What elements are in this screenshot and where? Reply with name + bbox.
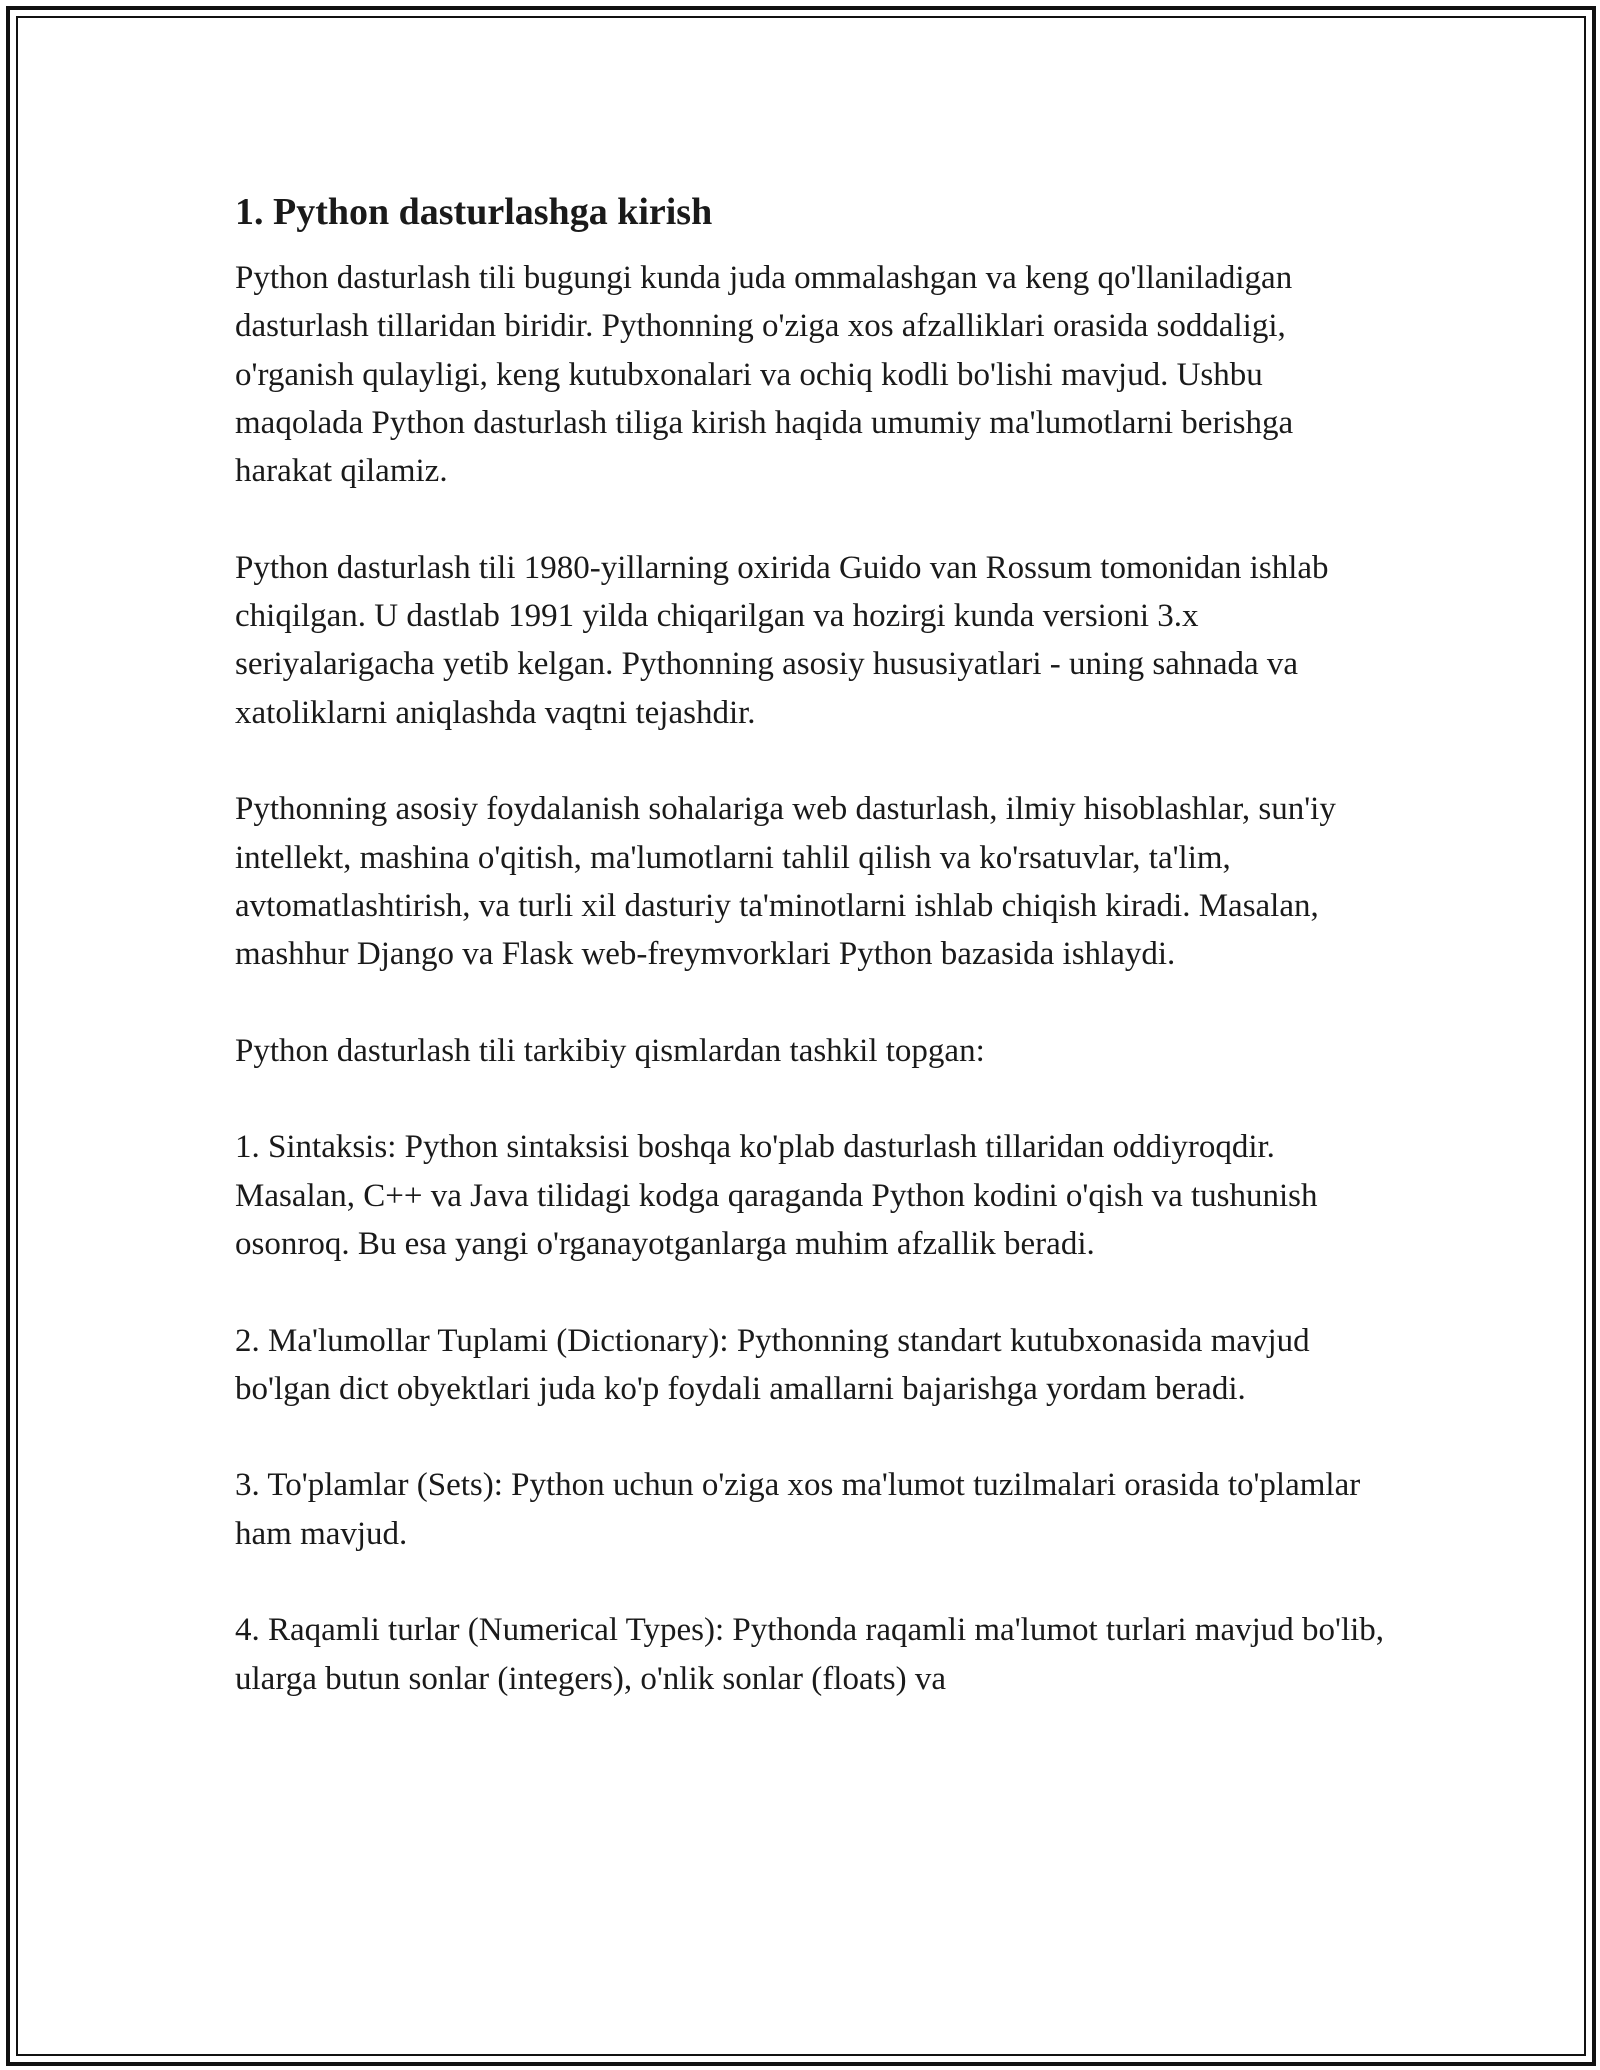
section-heading: 1. Python dasturlashga kirish xyxy=(235,191,713,233)
paragraph-intro: Python dasturlash tili bugungi kunda juda ommalashgan va keng qo'llaniladigan dasturlash tillaridan biridir. Pythonning o'ziga xos afzalliklari orasida soddaligi, o'rganish qulayligi, keng kutubxonalari va ochiq kodli bo'lishi mavjud. Ushbu maqolada Python dasturlash tiliga kirish haqida umumiy ma'lumotlarni berishga harakat qilamiz. xyxy=(235,260,1294,490)
list-item-dictionary: 2. Ma'lumollar Tuplami (Dictionary): Pythonning standart kutubxonasida mavjud bo'lgan dict obyektlari juda ko'p foydali amallarni bajarishga yordam beradi. xyxy=(235,1322,1310,1407)
paragraph-history: Python dasturlash tili 1980-yillarning oxirida Guido van Rossum tomonidan ishlab chiqilgan. U dastlab 1991 yilda chiqarilgan va hozirgi kunda versioni 3.x seriyalarigacha yetib kelgan. Pythonning asosiy hususiyatlari - uning sahnada va xatoliklarni aniqlashda vaqtni tejashdir. xyxy=(235,549,1329,731)
list-item-syntax: 1. Sintaksis: Python sintaksisi boshqa ko'plab dasturlash tillaridan oddiyroqdir. Masalan, C++ va Java tilidagi kodga qaraganda Python kodini o'qish va tushunish osonroq. Bu esa yangi o'rganayotganlarga muhim afzallik beradi. xyxy=(235,1129,1318,1262)
list-item-numerical-types: 4. Raqamli turlar (Numerical Types): Pythonda raqamli ma'lumot turlari mavjud bo'lib, ularga butun sonlar (integers), o'nlik sonlar (floats) va xyxy=(235,1612,1385,1697)
paragraph-usage: Pythonning asosiy foydalanish sohalariga web dasturlash, ilmiy hisoblashlar, sun'iy intellekt, mashina o'qitish, ma'lumotlarni tahlil qilish va ko'rsatuvlar, ta'lim, avtomatlashtirish, va turli xil dasturiy ta'minotlarni ishlab chiqish kiradi. Masalan, mashhur Django va Flask web-freymvorklari Python bazasida ishlaydi. xyxy=(235,791,1336,973)
document-body xyxy=(235,186,1385,1703)
paragraph-components-intro: Python dasturlash tili tarkibiy qismlardan tashkil topgan: xyxy=(235,1032,985,1069)
list-item-sets: 3. To'plamlar (Sets): Python uchun o'ziga xos ma'lumot tuzilmalari orasida to'plamlar ham mavjud. xyxy=(235,1467,1361,1552)
